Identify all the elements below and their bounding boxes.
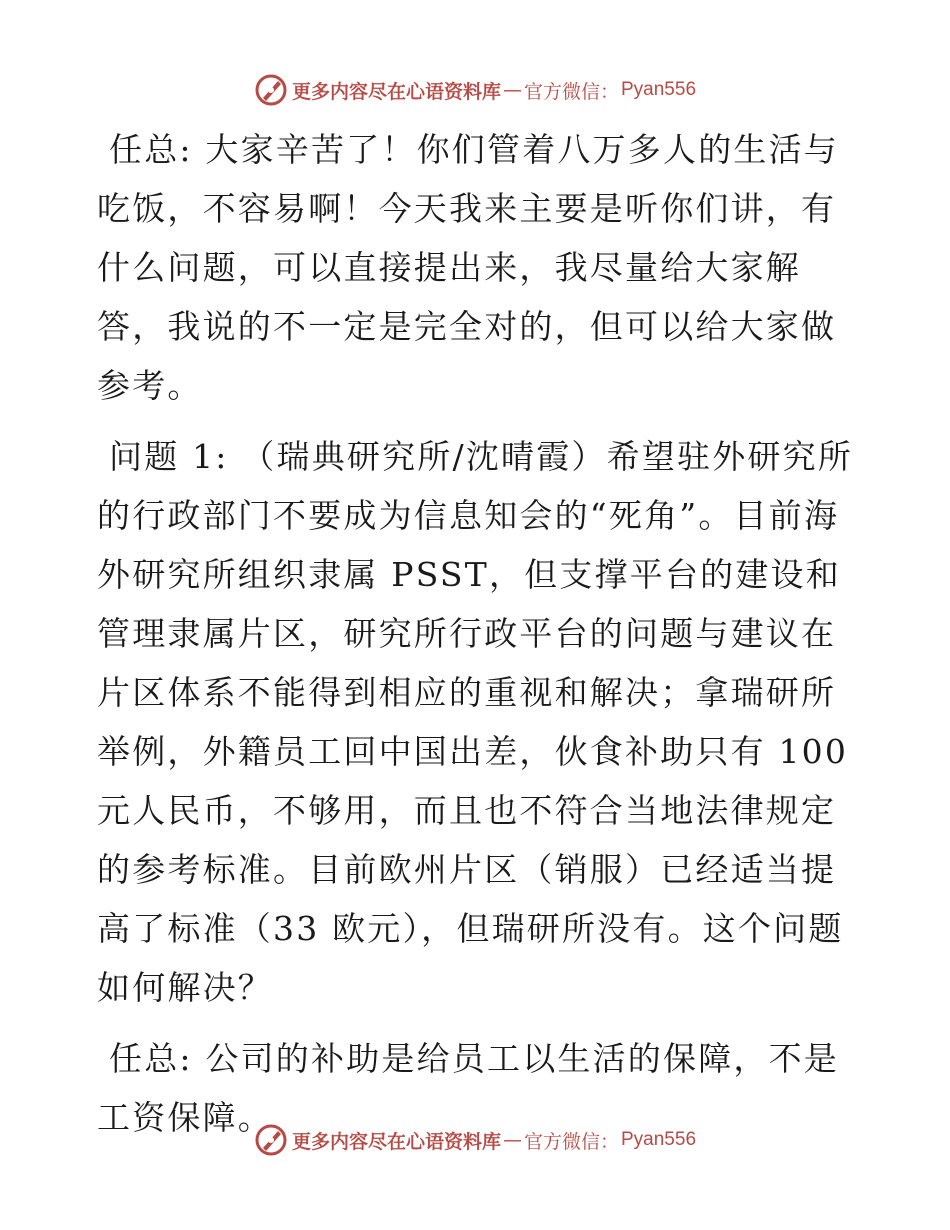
paragraph-text: （瑞典研究所/沈晴霞）希望驻外研究所的行政部门不要成为信息知会的“死角”。目前海外研究所组织隶属 PSST，但支撑平台的建设和管理隶属片区，研究所行政平台的问题与建议在片区体系不能得到相应的重视和解决；拿瑞研所举例，外籍员工回中国出差，伙食补助只有 100 元人民币，不够用，而且也不符合当地法律规定的参考标准。目前欧州片区（销服）已经适当提高了标准（33 欧元），但瑞研所没有。这个问题如何解决？ <box>97 437 854 1007</box>
circle-pen-logo-icon <box>254 73 288 107</box>
footer-watermark-banner <box>0 1120 950 1160</box>
watermark-official-label: 官方微信： <box>523 1130 619 1153</box>
watermark-dash: — <box>502 1129 522 1151</box>
watermark-brand-text: 更多内容尽在心语资料库 <box>291 1130 501 1153</box>
paragraph-text: 公司的补助是给员工以生活的保障，不是工资保障。 <box>97 1039 840 1137</box>
speaker-label: 任总: <box>109 1039 193 1078</box>
watermark-wechat-id: Pyan556 <box>621 1129 697 1150</box>
paragraph-ren-intro <box>97 120 857 415</box>
watermark-brand-text: 更多内容尽在心语资料库 <box>291 80 501 103</box>
watermark-wechat-id: Pyan556 <box>621 79 697 100</box>
paragraph-question-1 <box>97 427 857 1017</box>
document-body <box>97 120 857 1159</box>
paragraph-text: 大家辛苦了！你们管着八万多人的生活与吃饭，不容易啊！今天我来主要是听你们讲，有什么问题，可以直接提出来，我尽量给大家解答，我说的不一定是完全对的，但可以给大家做参考。 <box>97 130 840 405</box>
speaker-label: 任总: <box>109 130 193 169</box>
circle-pen-logo-icon <box>254 1123 288 1157</box>
watermark-official-label: 官方微信： <box>523 80 619 103</box>
speaker-label: 问题 1: <box>109 437 229 476</box>
header-watermark-banner <box>0 70 950 110</box>
watermark-dash: — <box>502 79 522 101</box>
